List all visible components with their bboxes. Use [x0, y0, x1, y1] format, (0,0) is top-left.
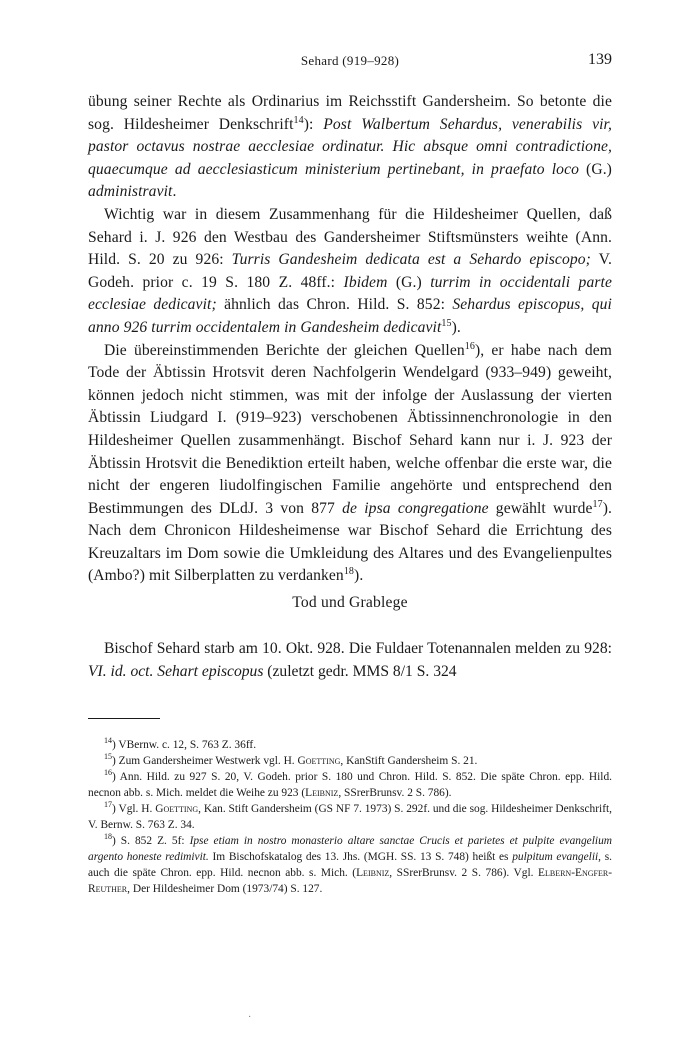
footnote-16: $^{16}$) Ann. Hild. zu 927 S. 20, V. Godeh. prior S. 180 und Chron. Hild. S. 852. Die späte Chron. epp. Hild. necnon abb. s. Mich. meldet die Weihe zu 923 (Leibniz, SSrerBrunsv. 2 S. 786).: [88, 768, 612, 799]
running-head: [88, 53, 612, 73]
main-text: [88, 91, 612, 588]
footnotes: [88, 737, 612, 897]
footnote-15: $^{15}$) Zum Gandersheimer Westwerk vgl. H. Goetting, KanStift Gandersheim S. 21.: [104, 752, 478, 767]
book-page: [88, 0, 612, 1057]
footnote-ref-17: 17: [592, 498, 603, 510]
section-text: [88, 638, 612, 683]
footnote-ref-15: 15: [441, 317, 452, 329]
latin-quote: Post Walbertum Sehardus, venerabilis vir, pastor octavus nostrae aecclesiae ordinatur. Hic absque omni contradictione, quaecumque ad aecclesiasticum ministerium pertinebant, in praefato loco: [88, 115, 612, 178]
paragraph-3: Die übereinstimmenden Berichte der gleichen Quellen$^{16}$), er habe nach dem Tode der Äbtissin Hrotsvit deren Nachfolgerin Wendelgard (933–949) geweiht, können jedoch nicht stimmen, was mit der infolge der Auslassung der vierten Äbtissin Liudgard I. (919–923) verschobenen Äbtissinnenchronologie in den Hildesheimer Quellen zusammenhängt. Bischof Sehard kann nur i. J. 923 der Äbtissin Hrotsvit die Benediktion erteilt haben, welche offenbar die erste war, die nicht der engeren liudolfingischen Familie angehörte und entsprechend den Bestimmungen des DLdJ. 3 von 877 de ipsa congregatione gewählt wurde$^{17}$). Nach dem Chronicon Hildesheimense war Bischof Sehard die Errichtung des Kreuzaltars im Dom sowie die Umkleidung des Altares und des Evangelienpultes (Ambo?) mit Silberplatten zu verdanken$^{18}$).: [88, 340, 613, 585]
page-number: 139: [588, 51, 612, 68]
footnote-18: $^{18}$) S. 852 Z. 5f: Ipse etiam in nostro monasterio altare sanctae Crucis et parietes et pulpite evangelium argento honeste redimivit. Im Bischofskatalog des 13. Jhs. (MGH. SS. 13 S. 748) heißt es pulpitum evangelii, s. auch die späte Chron. epp. Hild. necnon abb. s. Mich. (Leibniz, SSrerBrunsv. 2 S. 786). Vgl. Elbern-Engfer-Reuther, Der Hildesheimer Dom (1973/74) S. 127.: [88, 832, 612, 895]
footnote-14: $^{14}$) VBernw. c. 12, S. 763 Z. 36ff.: [104, 736, 257, 751]
bottom-dot-mark: ·: [248, 1012, 252, 1023]
footnote-ref-18: 18: [343, 566, 355, 578]
footnote-divider: [88, 718, 160, 719]
paragraph-2: Wichtig war in diesem Zusammenhang für die Hildesheimer Quellen, daß Sehard i. J. 926 den Westbau des Gandersheimer Stiftsmünsters weihte (Ann. Hild. S. 20 zu 926: Turris Gandesheim dedicata est a Sehardo episcopo; V. Godeh. prior c. 19 S. 180 Z. 48ff.: Ibidem (G.) turrim in occidentali parte ecclesiae dedicavit; ähnlich das Chron. Hild. S. 852: Sehardus episcopus, qui anno 926 turrim occidentalem in Gandesheim dedicavit$^{15}$).: [88, 205, 612, 336]
paragraph-1: übung seiner Rechte als Ordinarius im Reichsstift Gandersheim. So betonte die sog. Hildesheimer Denkschrift$^{14}$): Post Walbertum Sehardus, venerabilis vir, pastor octavus nostrae aecclesiae ordinatur. Hic absque omni contradictione, quaecumque ad aecclesiasticum ministerium pertinebant, in praefato loco (G.) administravit.: [88, 93, 612, 201]
footnote-ref-16: 16: [464, 340, 475, 352]
section-heading: Tod und Grablege: [292, 594, 408, 611]
footnote-17: $^{17}$) Vgl. H. Goetting, Kan. Stift Gandersheim (GS NF 7. 1973) S. 292f. und die sog. Hildesheimer Denkschrift, V. Bernw. S. 763 Z. 34.: [88, 800, 612, 831]
paragraph-4: Bischof Sehard starb am 10. Okt. 928. Die Fuldaer Totenannalen melden zu 928: VI. id. oct. Sehart episcopus (zuletzt gedr. MMS 8/1 S. 324: [88, 640, 612, 680]
running-title: Sehard (919–928): [300, 53, 400, 68]
footnote-ref-14: 14: [293, 114, 304, 126]
